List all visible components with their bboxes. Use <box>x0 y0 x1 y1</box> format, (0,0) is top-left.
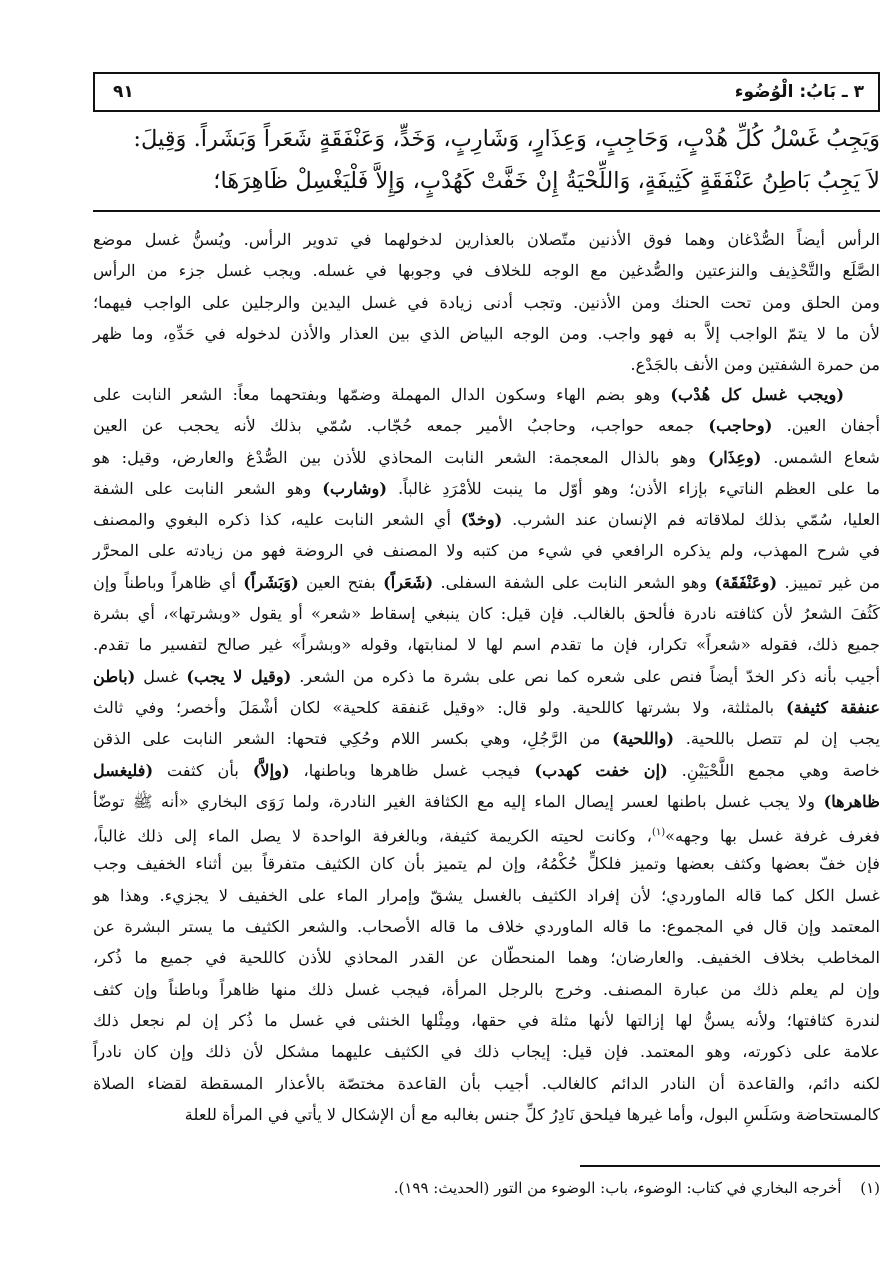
commentary-paragraph-1 <box>93 224 880 380</box>
commentary-line <box>93 848 880 879</box>
footnote-number: (١) <box>860 1179 880 1197</box>
commentary-line <box>93 598 880 629</box>
commentary-line <box>93 723 880 754</box>
commentary-line: لأن ما لا يتمّ الواجب إلاَّ به فهو واجب. ومن الوجه البياض الذي بين العذار والأذن لدخوله في حَدِّهِ، وما ظهر <box>93 323 880 343</box>
commentary-text: أي الشعر النابت عليه، كذا ذكره البغوي والمصنف <box>93 510 461 530</box>
commentary-line <box>93 629 880 660</box>
quoted-matn: ظاهرها) <box>823 791 880 811</box>
commentary-line <box>93 504 880 535</box>
quoted-matn: (وشارب) <box>322 478 387 498</box>
commentary-text: بأن كثفت <box>153 760 253 780</box>
commentary-line <box>93 817 880 848</box>
commentary-text: وهو الشعر النابت على الشفة <box>93 478 323 498</box>
footnote <box>93 1173 880 1203</box>
commentary-line <box>93 880 880 911</box>
commentary-text: يجب إن لم تتصل باللحية. <box>674 729 880 749</box>
commentary-line <box>93 1068 880 1099</box>
quoted-matn: (وَبَشَراً) <box>243 572 299 592</box>
commentary-line <box>93 661 880 692</box>
commentary-text: خاصة وهي مجمع اللَّحْيَيْنِ. <box>667 760 881 780</box>
commentary-text: وإن لم يعلم ذلك من عبارة المصنف. وخرج بالرجل المرأة، فيجب غسل ذلك منها ظاهراً وباطناً وإن كثف <box>93 979 880 999</box>
running-header <box>93 72 880 112</box>
commentary-text: من الرَّجُلِ، وهي بكسر اللام وحُكِي فتحها: الشعر النابت على الذقن <box>93 729 613 749</box>
matn-line-2: لاَ يَجِبُ بَاطِنُ عَنْفَقَةٍ كَثِيفَةٍ، وَاللِّحْيَةُ إِنْ خَفَّتْ كَهُدْبٍ، وَإِلاَّ فَلْيَغْسِلْ ظَاهِرَهَا؛ <box>213 168 880 194</box>
commentary-line <box>93 567 880 598</box>
commentary-line <box>93 911 880 942</box>
commentary-text: ، وكانت لحيته الكريمة كثيفة، وبالغرفة الواحدة لا يصل الماء إلى ذلك غالباً، <box>93 826 652 846</box>
quoted-matn: (وخدّ) <box>460 510 503 530</box>
commentary-text: جميع ذلك، فقوله «شعراً» تكرار، فإن ما تقدم اسم لها لا لمنابتها، وقوله «وبشراً» غير صالح لتفسير ما تقدم. <box>93 635 880 655</box>
chapter-title: ٣ ـ بَابُ: الْوُضُوء <box>734 82 864 102</box>
commentary-text: بالمثلثة، ولا بشرتها كاللحية. ولو قال: «وقيل عَنفقة كلحية» لكان أشْمَلَ وأخصر؛ وفي ثالث <box>93 697 787 717</box>
quoted-matn: (وعِذَار) <box>707 447 762 467</box>
commentary-line <box>93 786 880 817</box>
commentary-text: فيجب غسل ظاهرها وباطنها، <box>289 760 535 780</box>
commentary-line <box>93 535 880 566</box>
quoted-matn: (وعَنْفَقَة) <box>714 572 778 592</box>
commentary-text: أجفان العين. <box>772 416 880 436</box>
commentary-text: أي ظاهراً وباطناً وإن <box>93 572 244 592</box>
matn-divider <box>93 210 880 212</box>
commentary-text: غسل الكل كما قاله الماوردي؛ لأن إفراد الكثيف بالغسل يشقّ وإمرار الماء على الخفيف لا يجزيء. وهذا هو <box>93 885 880 905</box>
commentary-text: فإن خفّ بعضها وكثف بعضها وتميز فلكلٍّ حُكْمُهُ، وإن لم يتميز بأن كان الكثيف متفرقاً بين أثناء الخفيف وجب <box>93 854 880 874</box>
quoted-matn: (وحاجب) <box>708 416 773 436</box>
matn-line-1: وَيَجِبُ غَسْلُ كُلِّ هُدْبٍ، وَحَاجِبٍ، وَعِذَارٍ، وَشَارِبٍ، وَخَدٍّ، وَعَنْفَقَةٍ شَعَراً وَبَشَراً. وَقِيلَ: <box>133 126 880 152</box>
commentary-line <box>93 410 880 441</box>
commentary-line <box>93 379 880 410</box>
page-number: ٩١ <box>113 82 134 102</box>
quoted-matn: (شَعَراً) <box>383 572 434 592</box>
commentary-line <box>93 473 880 504</box>
commentary-text: بفتح العين <box>298 572 384 592</box>
commentary-paragraph-2 <box>93 379 880 1130</box>
quoted-matn: عنفقة كثيفة) <box>786 697 880 717</box>
commentary-text: غسل <box>135 666 187 686</box>
commentary-text: علامة على ذكورته، وهو المعتمد. فإن قيل: إيجاب ذلك في الكثيف عليهما مشكل لأن ذلك وإن كان نادراً <box>93 1042 880 1062</box>
commentary-line <box>93 1036 880 1067</box>
footnote-divider <box>580 1165 880 1167</box>
commentary-line <box>93 442 880 473</box>
commentary-line: من حمرة الشفتين ومن الأنف بالجَدْع. <box>630 355 880 375</box>
commentary-text: أجيب بأنه ذكر الخدّ أيضاً فنص على شعره كما نص على بشرة ما ذكره من الشعر. <box>291 666 880 686</box>
commentary-line: ومن الحلق ومن تحت الحنك ومن الأذنين. وتجب أدنى زيادة في غسل اليدين والرجلين على الواجب فيهما؛ <box>93 292 880 312</box>
quoted-matn: (وقيل لا يجب) <box>186 666 292 686</box>
commentary-line <box>93 1099 880 1130</box>
commentary-text: العليا، سُمّي بذلك لملاقاته فم الإنسان عند الشرب. <box>502 510 880 530</box>
commentary-text: كَثُفَ الشعرُ لأن كثافته نادرة فألحق بالغالب. فإن قيل: كان ينبغي إسقاط «شعر» أو يقول «وبشرتها»، أي بشرة <box>93 604 880 624</box>
footnote-text: أخرجه البخاري في كتاب: الوضوء، باب: الوضوء من التور (الحديث: ١٩٩). <box>393 1179 842 1197</box>
commentary-line <box>93 1005 880 1036</box>
commentary-text: وهو بضم الهاء وسكون الدال المهملة وضمّها وبفتحهما معاً: الشعر النابت على <box>93 385 671 404</box>
commentary-line <box>93 755 880 786</box>
footnote-reference: (١) <box>651 827 666 839</box>
commentary-line <box>93 692 880 723</box>
quoted-matn: (إن خفت كهدب) <box>534 760 668 780</box>
quoted-matn: (فليغسل <box>93 760 154 780</box>
commentary-text: من غير تمييز. <box>777 572 880 592</box>
commentary-text: شعاع الشمس. <box>761 447 880 467</box>
commentary-text: جمعه حواجب، وحاجبُ الأمير جمعه حُجّاب. سُمّي بذلك لأنه يحجب عن العين <box>93 416 709 436</box>
commentary-text: كالمستحاضة وسَلَسِ البول، وأما غيرها فيلحق نَادِرُ كلِّ جنس بغالبه مع أن الإشكال لا يأتي في المرأة للعلة <box>184 1104 880 1124</box>
commentary-text: المعتمد وإن قال في المجموع: ما قاله الماوردي خلاف ما قاله الأصحاب. والشعر الكثيف ما يستر البشرة عن <box>93 917 880 937</box>
commentary-text: وهو الشعر النابت على الشفة السفلى. <box>433 572 715 592</box>
commentary-text: لندرة كثافتها؛ ولأنه يسنُّ لها إزالتها لأنها مثلة في حقها، ومِثْلها الخنثى في غسل ما ذُكر إن لم نجعل ذلك <box>93 1010 880 1030</box>
quoted-matn: (وإلاَّ) <box>252 760 290 780</box>
quoted-matn: (واللحية) <box>612 729 675 749</box>
commentary-text: ما على العظم الناتيء بإزاء الأذن؛ وهو أوّل ما ينبت للأمْرَدِ غالباً. <box>386 478 880 498</box>
commentary-text: وهو بالذال المعجمة: الشعر النابت المحاذي للأذن بين الصُّدْغ والعارض، وقيل: هو <box>93 447 708 467</box>
commentary-line: الرأس أيضاً الصُّدْغان وهما فوق الأذنين متّصلان بالعذارين لدخولهما في تدوير الرأس. ويُسنُّ غسل موضع <box>93 230 880 249</box>
commentary-line <box>93 974 880 1005</box>
commentary-text: المخاطب بخلاف الخفيف. والعارضان؛ وهما المنحطّان عن القدر المحاذي للأذن كاللحية في جميع ما ذُكر، <box>93 948 880 968</box>
quoted-matn: (باطن <box>93 666 136 686</box>
commentary-line: الصَّلَع والتَّحْذِيف والنزعتين والصُّدغين مع الوجه للخلاف في وجوبها في غسله. ويجب غسل جزء من الرأس <box>93 261 880 281</box>
commentary-text: ولا يجب غسل باطنها لعسر إيصال الماء إليه مع الكثافة الغير النادرة، ولما رَوَى البخاري «أنه ﷺ توضّأ <box>93 791 824 811</box>
commentary-text: فغرف غرفة غسل بها وجهه» <box>665 826 880 846</box>
commentary-text: في شرح المهذب، ولم يذكره الرافعي في شيء من كتبه ولا المصنف في الروضة فهو من زيادته على المحرَّر <box>93 541 880 561</box>
quoted-matn: (ويجب غسل كل هُدْب) <box>670 385 844 404</box>
commentary-text: لكنه دائم، والقاعدة أن النادر الدائم كالغالب. أجيب بأن القاعدة مختصّة بالأعذار المسقطة لقضاء الصلاة <box>93 1073 880 1093</box>
commentary-line <box>93 942 880 973</box>
